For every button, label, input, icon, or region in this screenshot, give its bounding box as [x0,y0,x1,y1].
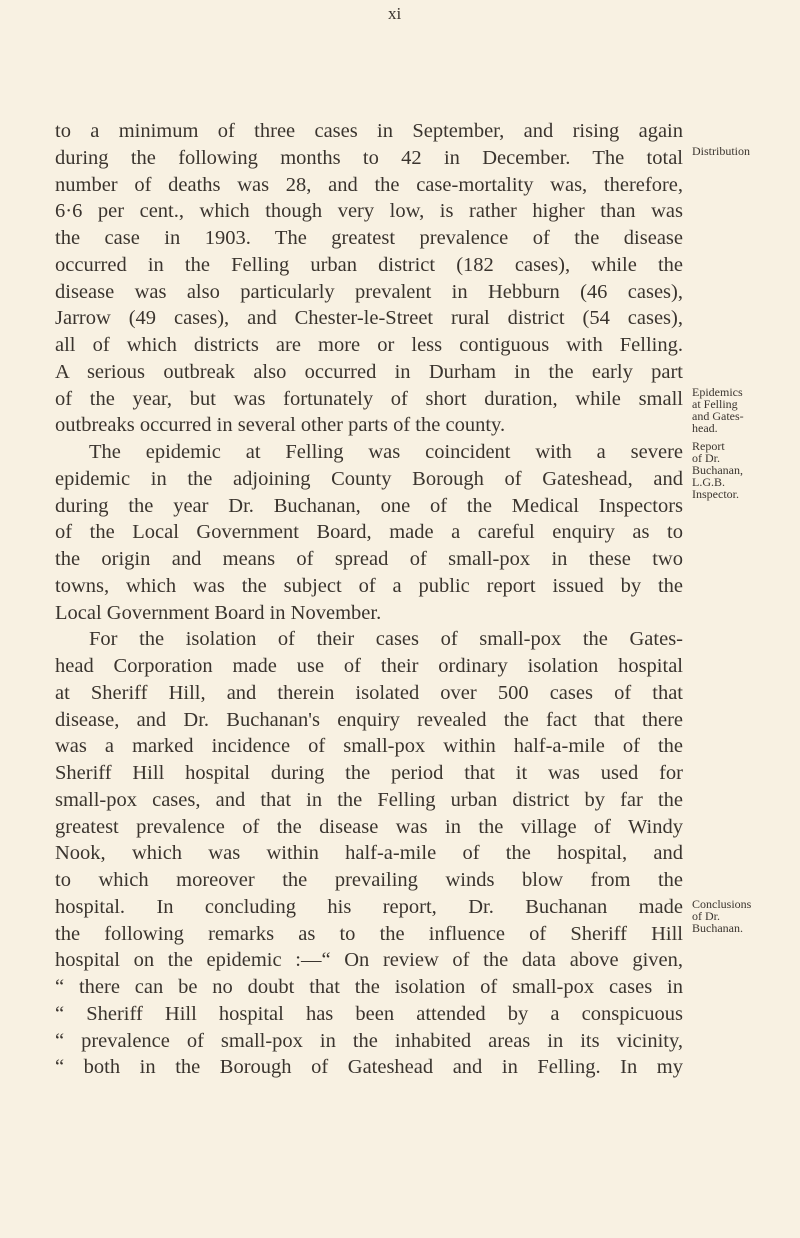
note-line: Buchanan. [692,921,743,935]
note-line: at Felling [692,397,738,411]
page-number: xi [388,4,402,23]
text-line: at Sheriff Hill, and therein isolated over 500 cases of that [55,681,683,704]
text-line: disease was also particularly prevalent in Hebburn (46 cases), [55,280,683,303]
text-line: small-pox cases, and that in the Felling urban district by far the [55,788,683,811]
text-line: during the year Dr. Buchanan, one of the Medical Inspectors [55,494,683,517]
text-line: of the Local Government Board, made a careful enquiry as to [55,521,683,544]
text-line: For the isolation of their cases of small-pox the Gates- [89,628,683,651]
margin-note-report [692,440,797,500]
text-line: head Corporation made use of their ordinary isolation hospital [55,655,683,677]
margin-note-conclusions [692,898,797,934]
note-line: Inspector. [692,487,739,501]
text-line: The epidemic at Felling was coincident with a severe [89,441,683,463]
text-line: was a marked incidence of small-pox within half-a-mile of the [55,735,683,758]
text-line: to a minimum of three cases in September, and rising again [55,120,683,142]
text-line: 6·6 per cent., which though very low, is rather higher than was [55,200,683,223]
note-line: of Dr. [692,909,720,923]
text-line: all of which districts are more or less contiguous with Felling. [55,334,683,356]
text-line: the origin and means of spread of small-pox in these two [55,548,683,570]
note-line: Distribution [692,144,751,158]
text-line: disease, and Dr. Buchanan's enquiry revealed the fact that there [55,708,683,731]
text-line: “ prevalence of small-pox in the inhabited areas in its vicinity, [55,1029,683,1052]
text-line: “ there can be no doubt that the isolation of small-pox cases in [55,976,683,998]
text-line: hospital on the epidemic :—“ On review of the data above given, [55,949,683,972]
text-line: to which moreover the prevailing winds blow from the [55,869,683,891]
text-line: Sheriff Hill hospital during the period that it was used for [55,762,683,784]
text-line: number of deaths was 28, and the case-mortality was, therefore, [55,173,683,196]
note-line: of Dr. [692,451,720,465]
note-line: and Gates- [692,409,744,423]
note-line: Report [692,439,725,453]
text-line: during the following months to 42 in December. The total [55,146,683,169]
body-text [55,118,683,1081]
note-line: Conclusions [692,897,752,911]
text-line: outbreaks occurred in several other parts of the county. [55,414,506,437]
text-line: Local Government Board in November. [55,601,382,624]
text-line: Nook, which was within half-a-mile of the hospital, and [55,842,683,865]
text-line: towns, which was the subject of a public report issued by the [55,574,683,597]
margin-note-epidemics [692,386,797,434]
text-line: hospital. In concluding his report, Dr. Buchanan made [55,895,683,918]
text-line: occurred in the Felling urban district (182 cases), while the [55,253,683,276]
text-line: the following remarks as to the influence of Sheriff Hill [55,922,683,945]
text-line: greatest prevalence of the disease was in the village of Windy [55,815,683,838]
note-line: L.G.B. [692,475,725,489]
note-line: head. [692,421,718,435]
text-line: “ both in the Borough of Gateshead and in Felling. In my [55,1056,683,1079]
margin-note-distribution [692,145,797,157]
text-line: Jarrow (49 cases), and Chester-le-Street rural district (54 cases), [55,307,683,330]
note-line: Epidemics [692,385,743,399]
text-line: A serious outbreak also occurred in Durham in the early part [55,360,683,383]
text-line: “ Sheriff Hill hospital has been attended by a conspicuous [55,1002,683,1025]
text-line: epidemic in the adjoining County Borough of Gateshead, and [55,467,683,490]
note-line: Buchanan, [692,463,743,477]
text-line: the case in 1903. The greatest prevalence of the disease [55,227,683,249]
text-line: of the year, but was fortunately of short duration, while small [55,387,683,410]
